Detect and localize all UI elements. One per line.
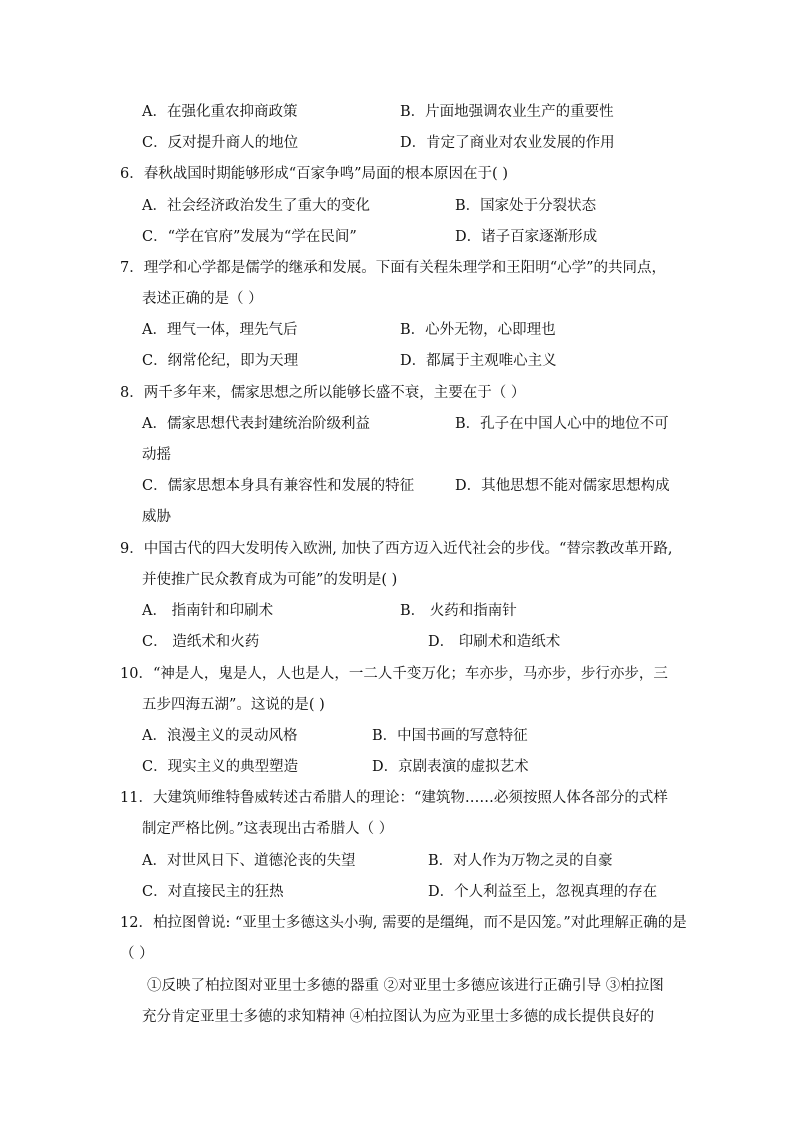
q6-option-a[interactable]: A．社会经济政治发生了重大的变化 xyxy=(142,198,370,214)
q10-option-a[interactable]: A．浪漫主义的灵动风格 xyxy=(142,728,298,744)
q8-option-b[interactable]: B．孔子在中国人心中的地位不可 xyxy=(455,416,669,432)
q9-stem-line1: 9．中国古代的四大发明传入欧洲, 加快了西方迈入近代社会的步伐。“替宗教改革开路, xyxy=(120,541,673,557)
q7-option-c[interactable]: C．纲常伦纪，即为天理 xyxy=(142,353,299,369)
q10-option-b[interactable]: B．中国书画的写意特征 xyxy=(372,728,528,744)
q6-option-d[interactable]: D．诸子百家逐渐形成 xyxy=(455,229,598,245)
q11-option-a[interactable]: A．对世风日下、道德沦丧的失望 xyxy=(142,853,356,869)
q8-option-d-cont: 威胁 xyxy=(142,509,171,525)
q7-option-b[interactable]: B．心外无物，心即理也 xyxy=(400,322,556,338)
q9-option-c[interactable]: C． 造纸术和火药 xyxy=(142,634,260,650)
q5-option-d[interactable]: D．肯定了商业对农业发展的作用 xyxy=(400,135,615,151)
q7-option-d[interactable]: D．都属于主观唯心主义 xyxy=(400,353,557,369)
q10-stem-line1: 10．“神是人，鬼是人，人也是人，一二人千变万化；车亦步，马亦步，步行亦步，三 xyxy=(120,666,668,682)
q7-stem-line2: 表述正确的是（ ） xyxy=(142,291,263,307)
q9-option-a[interactable]: A． 指南针和印刷术 xyxy=(142,603,274,619)
q6-option-c[interactable]: C．“学在官府”发展为“学在民间” xyxy=(142,229,357,245)
q8-option-b-cont: 动摇 xyxy=(142,447,171,463)
q5-option-b[interactable]: B．片面地强调农业生产的重要性 xyxy=(400,104,614,120)
q5-option-c[interactable]: C．反对提升商人的地位 xyxy=(142,135,299,151)
q9-stem-line2: 并使推广民众教育成为可能”的发明是( ) xyxy=(142,572,398,588)
q11-option-b[interactable]: B．对人作为万物之灵的自豪 xyxy=(428,853,613,869)
q8-option-d[interactable]: D．其他思想不能对儒家思想构成 xyxy=(455,478,670,494)
q12-statements-line2: 充分肯定亚里士多德的求知精神 ④柏拉图认为应为亚里士多德的成长提供良好的 xyxy=(142,1009,655,1025)
q10-option-d[interactable]: D．京剧表演的虚拟艺术 xyxy=(372,759,529,775)
q7-stem-line1: 7．理学和心学都是儒学的继承和发展。下面有关程朱理学和王阳明“心学”的共同点， xyxy=(120,260,667,276)
q11-option-c[interactable]: C．对直接民主的狂热 xyxy=(142,884,284,900)
q8-stem: 8．两千多年来，儒家思想之所以能够长盛不衰，主要在于（ ） xyxy=(120,385,526,401)
q6-option-b[interactable]: B．国家处于分裂状态 xyxy=(455,198,597,214)
q10-stem-line2: 五步四海五湖”。这说的是( ) xyxy=(142,697,325,713)
q12-stem-line1: 12．柏拉图曾说: “亚里士多德这头小驹, 需要的是缰绳，而不是囚笼。”对此理解正确的是 xyxy=(120,915,687,931)
q11-option-d[interactable]: D．个人利益至上，忽视真理的存在 xyxy=(428,884,658,900)
q9-option-b[interactable]: B． 火药和指南针 xyxy=(400,603,517,619)
q12-stem-line2: （ ） xyxy=(120,946,154,962)
q9-option-d[interactable]: D． 印刷术和造纸术 xyxy=(428,634,561,650)
q10-option-c[interactable]: C．现实主义的典型塑造 xyxy=(142,759,299,775)
q6-stem: 6．春秋战国时期能够形成“百家争鸣”局面的根本原因在于( ) xyxy=(120,166,508,182)
q7-option-a[interactable]: A．理气一体，理先气后 xyxy=(142,322,298,338)
q8-option-c[interactable]: C．儒家思想本身具有兼容性和发展的特征 xyxy=(142,478,415,494)
q8-option-a[interactable]: A．儒家思想代表封建统治阶级利益 xyxy=(142,416,370,432)
q12-statements-line1: ①反映了柏拉图对亚里士多德的器重 ②对亚里士多德应该进行正确引导 ③柏拉图 xyxy=(147,978,664,994)
q11-stem-line1: 11．大建筑师维特鲁威转述古希腊人的理论：“建筑物……必须按照人体各部分的式样 xyxy=(120,790,668,806)
q5-option-a[interactable]: A．在强化重农抑商政策 xyxy=(142,104,298,120)
q11-stem-line2: 制定严格比例。”这表现出古希腊人（ ） xyxy=(142,821,394,837)
